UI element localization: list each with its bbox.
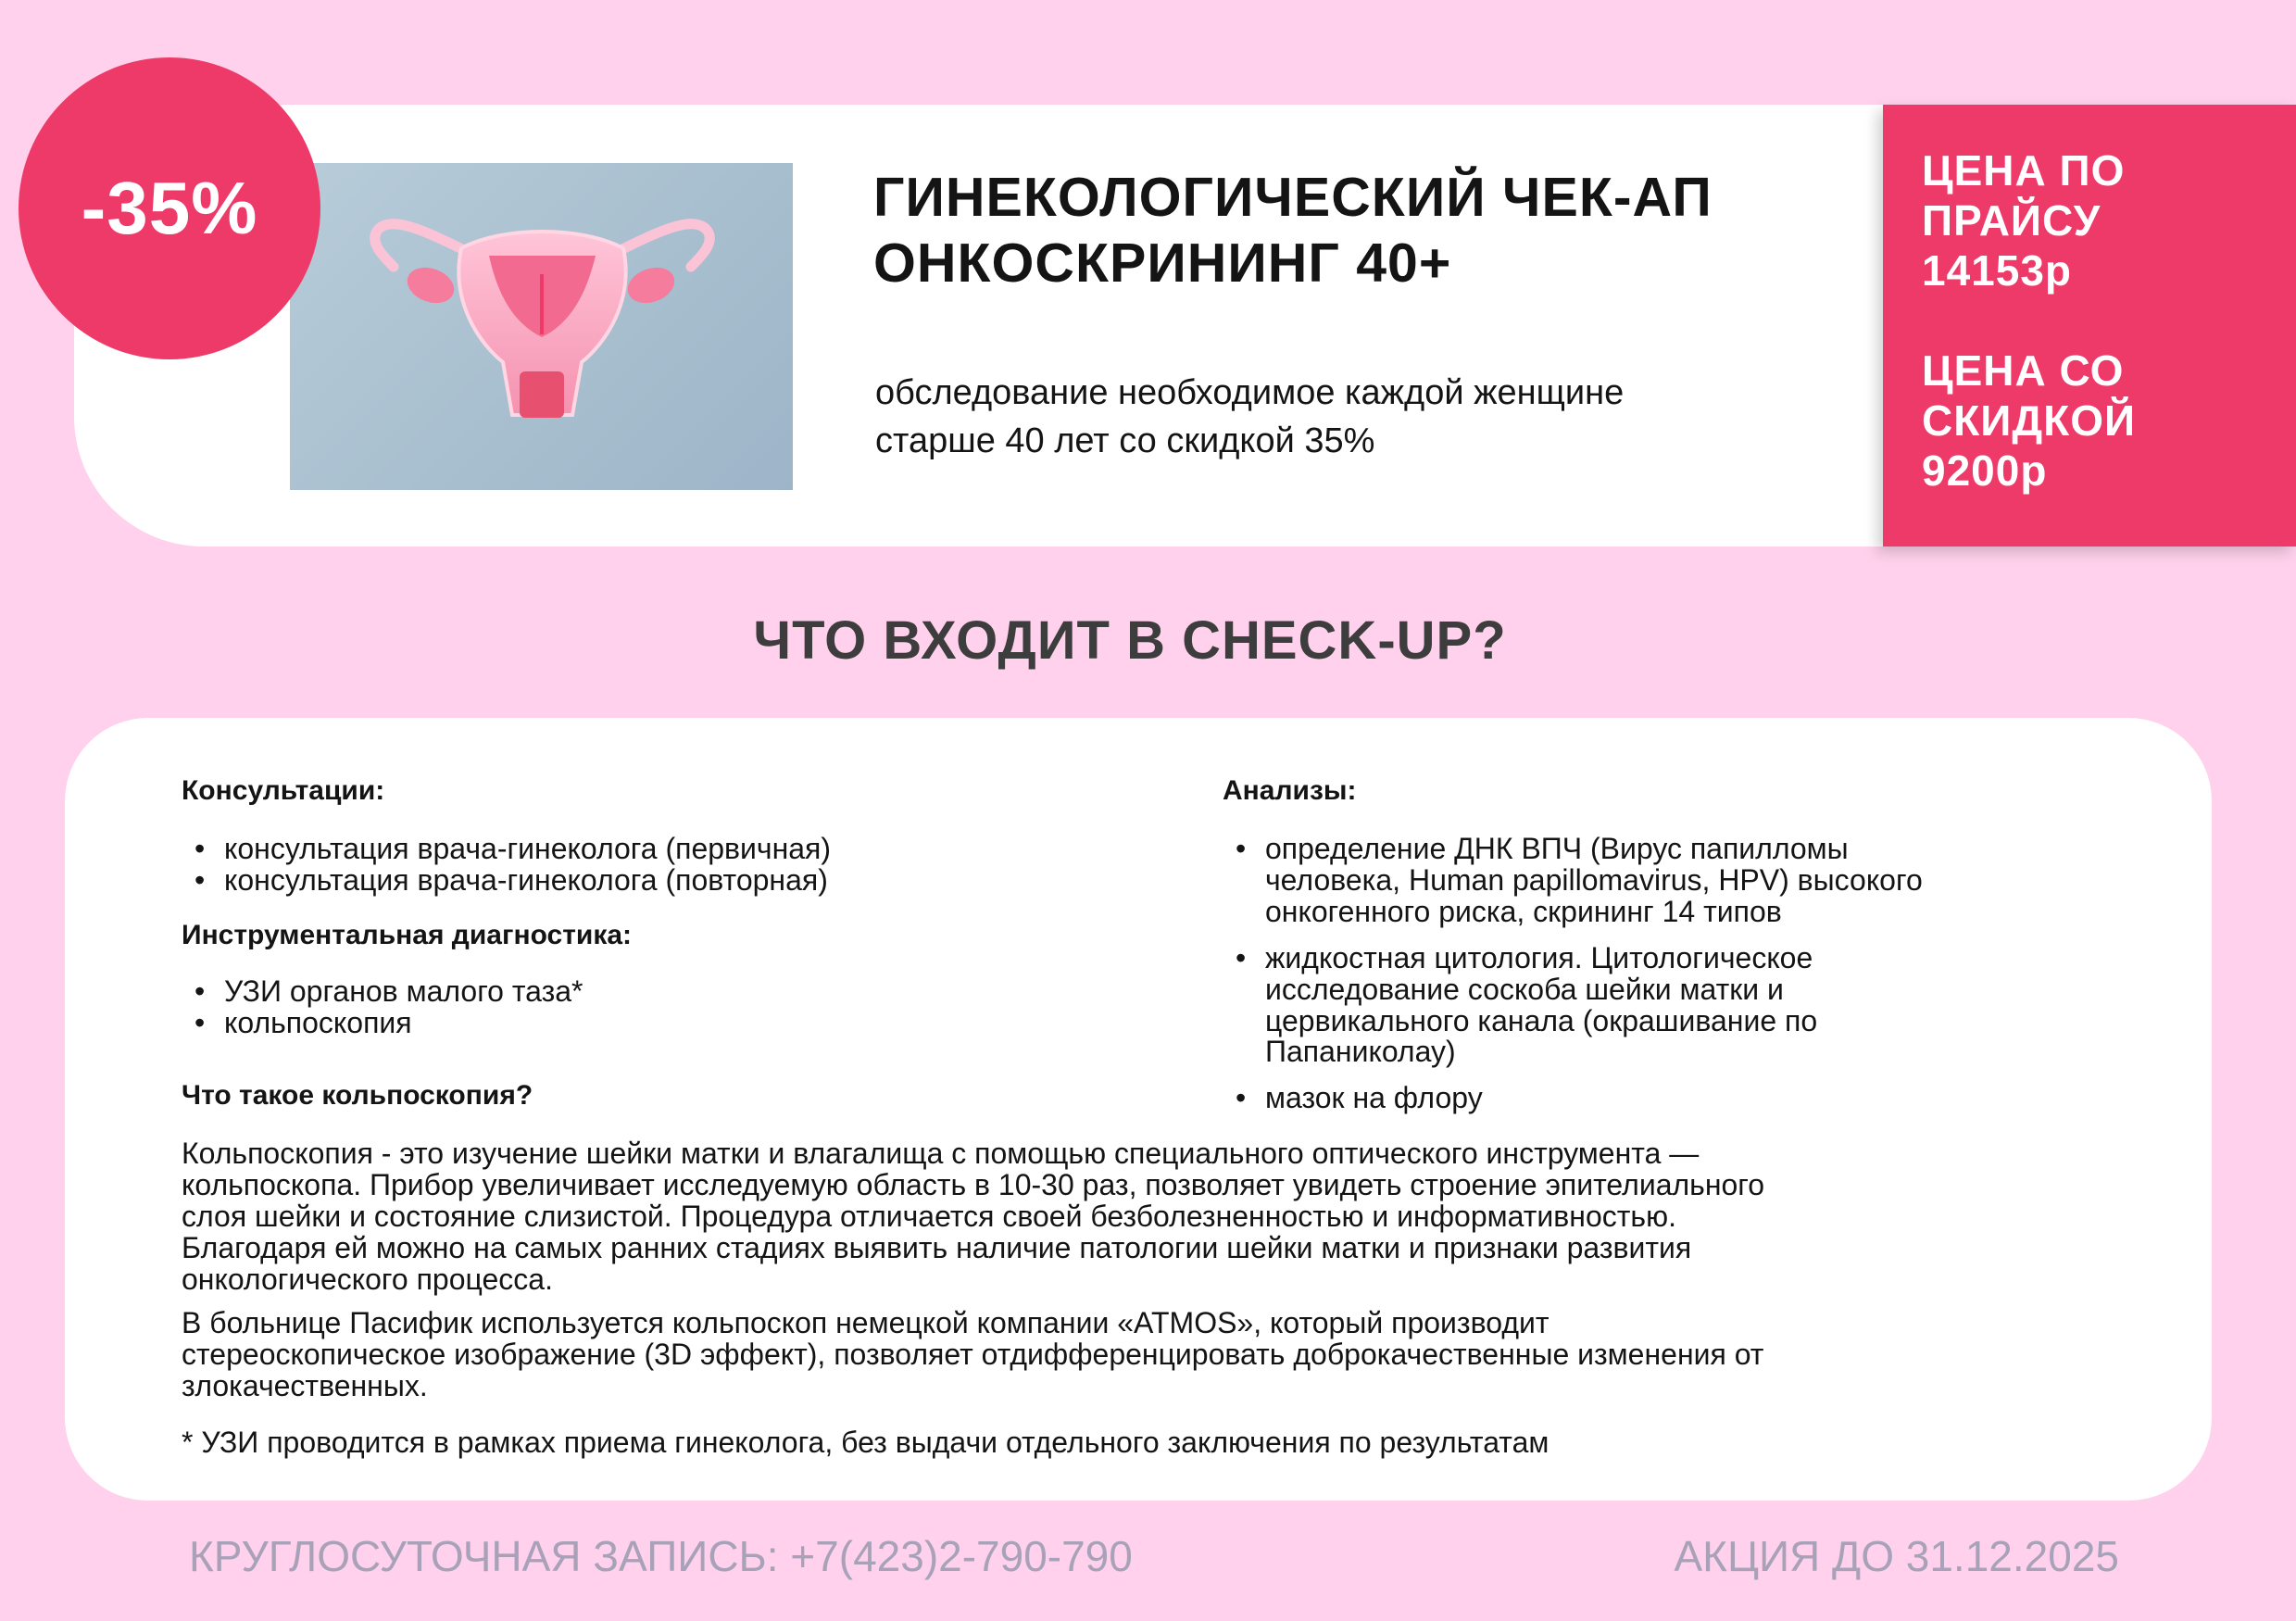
promo-deadline: АКЦИЯ ДО 31.12.2025 — [1674, 1532, 2119, 1580]
discount-price-line: СКИДКОЙ — [1922, 396, 2137, 445]
price-box — [1883, 105, 2296, 547]
consultations-list — [182, 834, 1182, 897]
section-title: ЧТО ВХОДИТ В CHECK-UP? — [753, 610, 1507, 671]
discount-price-value: 9200р — [1922, 446, 2048, 495]
diagnostics-list — [182, 976, 1182, 1039]
list-item: • консультация врача-гинеколога (первичная) — [194, 832, 832, 865]
subtitle-line-2: старше 40 лет со скидкой 35% — [875, 421, 1375, 461]
page-title — [873, 165, 1892, 296]
list-price — [1922, 146, 2125, 295]
list-item: • мазок на флору — [1236, 1081, 1483, 1115]
booking-phone[interactable]: КРУГЛОСУТОЧНАЯ ЗАПИСЬ: +7(423)2-790-790 — [189, 1532, 1133, 1580]
consultations-heading: Консультации: — [182, 775, 385, 806]
discount-badge-text: -35% — [81, 167, 258, 249]
discount-price-line: ЦЕНА СО — [1922, 346, 2125, 395]
uterus-icon — [290, 163, 793, 490]
colposcopy-paragraph-1: Кольпоскопия - это изучение шейки матки и влагалища с помощью специального оптического инструмента — кольпоскопа. Прибор увеличивает исследуемую область в 10-30 раз, позволяет увидеть строение эпителиального слоя шейки и состояние слизистой. Процедура отличается своей безболезненностью и информативностью. Благодаря ей можно на самых ранних стадиях выявить наличие патологии шейки матки и признаки развития онкологического процесса. — [182, 1137, 1765, 1296]
analyses-heading: Анализы: — [1223, 775, 1357, 806]
diagnostics-heading: Инструментальная диагностика: — [182, 920, 633, 950]
discount-price — [1922, 346, 2136, 496]
list-item: • консультация врача-гинеколога (повторная) — [194, 862, 828, 897]
list-price-line: ПРАЙСУ — [1922, 195, 2102, 245]
list-item: • жидкостная цитология. Цитологическое исследование соскоба шейки матки и цервикального канала (окрашивание по Папаниколау) — [1236, 940, 1818, 1069]
list-price-value: 14153р — [1922, 245, 2073, 295]
list-item: • УЗИ органов малого таза* — [194, 974, 583, 1008]
analyses-list — [1223, 834, 2195, 1114]
subtitle-line-1: обследование необходимое каждой женщине — [875, 373, 1625, 412]
colposcopy-heading: Что такое кольпоскопия? — [182, 1080, 533, 1111]
colposcopy-paragraph-2: В больнице Пасифик используется кольпоскоп немецкой компании «ATMOS», который производит стереоскопическое изображение (3D эффект), позволяет отдифференцировать доброкачественные изменения от злокачественных. — [182, 1306, 1764, 1402]
discount-badge — [19, 57, 320, 359]
uterus-illustration — [290, 163, 793, 490]
list-item: • определение ДНК ВПЧ (Вирус папилломы человека, Human papillomavirus, HPV) высокого онкогенного риска, скрининг 14 типов — [1236, 832, 1923, 928]
list-item: • кольпоскопия — [194, 1005, 412, 1039]
title-line-2: ОНКОСКРИНИНГ 40+ — [873, 232, 1452, 294]
title-line-1: ГИНЕКОЛОГИЧЕСКИЙ ЧЕК-АП — [873, 167, 1713, 228]
list-price-line: ЦЕНА ПО — [1922, 146, 2126, 195]
subtitle — [875, 369, 1894, 466]
ultrasound-note: * УЗИ проводится в рамках приема гинеколога, без выдачи отдельного заключения по результатам — [182, 1426, 1549, 1459]
